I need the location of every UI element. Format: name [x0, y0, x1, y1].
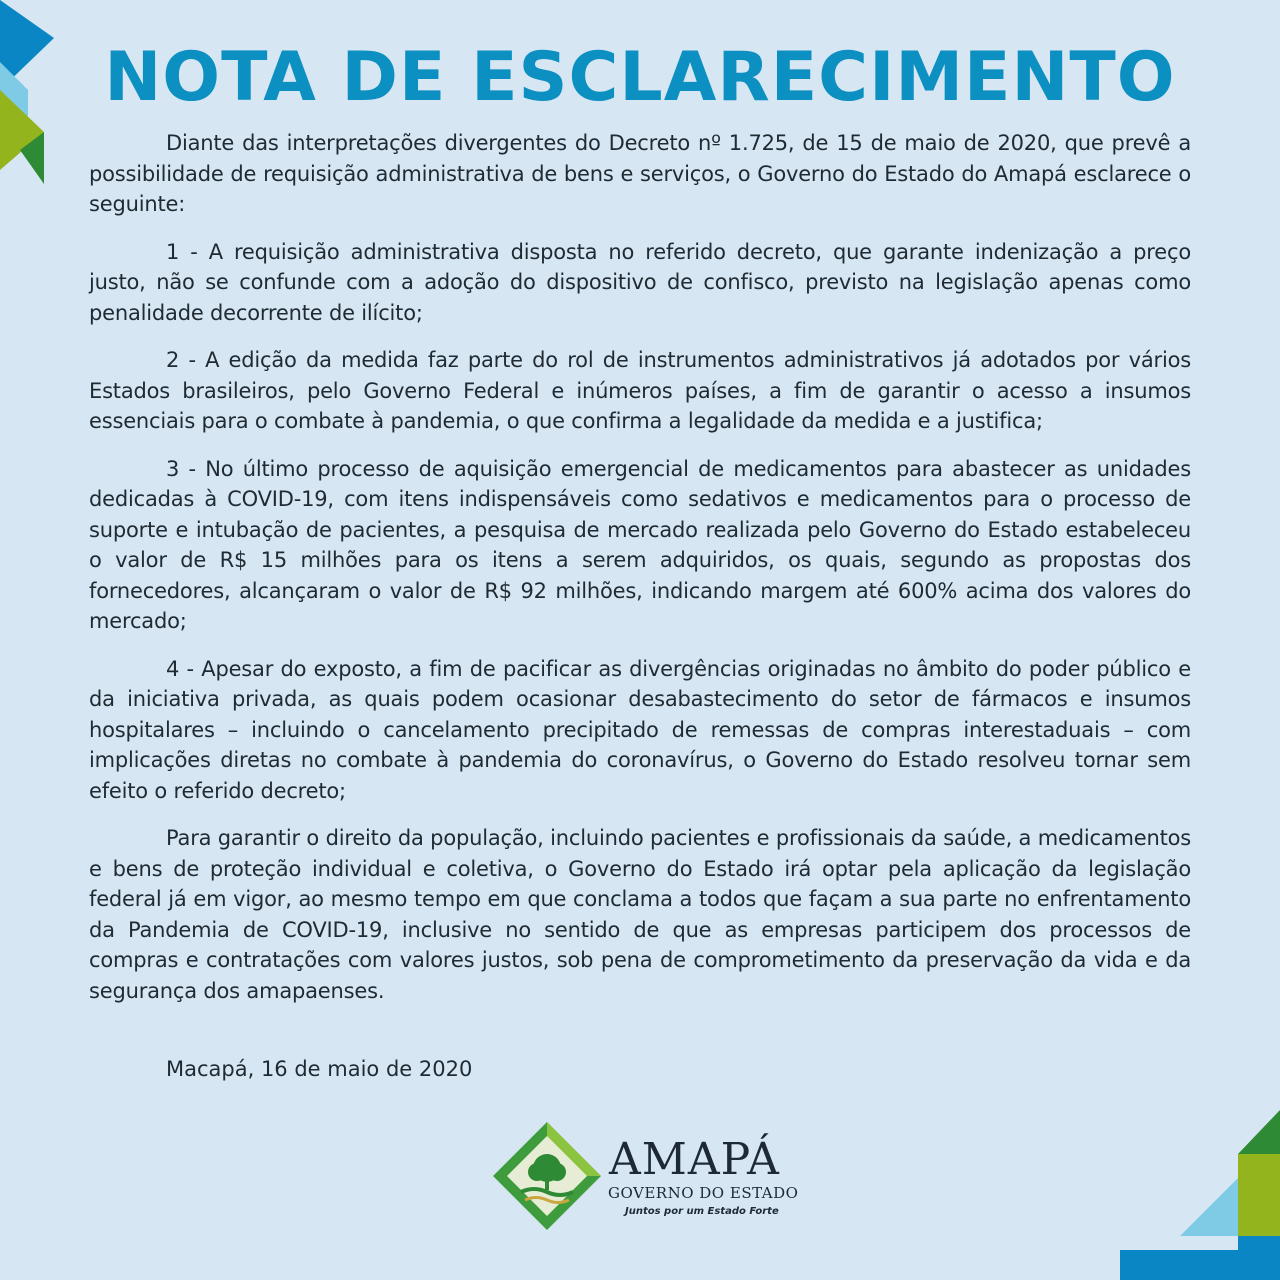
item-3-paragraph: 3 - No último processo de aquisição emergencial de medicamentos para abastecer as unidades dedicadas à COVID-19, com itens indispensáveis como sedativos e medicamentos para o processo de suporte e intubação de pacientes, a pesquisa de mercado realizada pelo Governo do Estado estabeleceu o valor de R$ 15 milhões para os itens a serem adquiridos, os quais, segundo as propostas dos fornecedores, alcançaram o valor de R$ 92 milhões, indicando margem até 600% acima dos valores do mercado; [89, 456, 1191, 633]
amapa-emblem-icon [491, 1120, 603, 1232]
date-signature: Macapá, 16 de maio de 2020 [166, 1057, 473, 1081]
bottom-right-corner-decoration [1120, 1110, 1280, 1280]
item-1-paragraph: 1 - A requisição administrativa disposta no referido decreto, que garante indenização a preço justo, não se confunde com a adoção do dispositivo de confisco, previsto na legislação apenas como penalidade decorrente de ilícito; [89, 239, 1191, 325]
item-2-paragraph: 2 - A edição da medida faz parte do rol de instrumentos administrativos já adotados por vários Estados brasileiros, pelo Governo Federal e inúmeros países, a fim de garantir o acesso a insumos essenciais para o combate à pandemia, o que confirma a legalidade da medida e a justifica; [89, 348, 1191, 433]
document-body [89, 128, 1191, 1023]
closing-paragraph: Para garantir o direito da população, incluindo pacientes e profissionais da saúde, a medicamentos e bens de proteção individual e coletiva, o Governo do Estado irá optar pela aplicação da legislação federal já em vigor, ao mesmo tempo em que conclama a todos que façam a sua parte no enfrentamento da Pandemia de COVID-19, inclusive no sentido de que as empresas participem dos processos de compras e contratações com valores justos, sob pena de comprometimento da preservação da vida e da segurança dos amapaenses. [89, 826, 1191, 1003]
logo-subtitle: GOVERNO DO ESTADO [608, 1184, 799, 1202]
intro-paragraph: Diante das interpretações divergentes do Decreto nº 1.725, de 15 de maio de 2020, que prevê a possibilidade de requisição administrativa de bens e serviços, o Governo do Estado do Amapá esclarece o seguinte: [89, 131, 1191, 216]
page-title: NOTA DE ESCLARECIMENTO [104, 38, 1176, 117]
amapa-logo [491, 1120, 801, 1235]
logo-name: AMAPÁ [609, 1134, 780, 1185]
logo-slogan: Juntos por um Estado Forte [625, 1206, 779, 1217]
item-4-paragraph: 4 - Apesar do exposto, a fim de pacificar as divergências originadas no âmbito do poder público e da iniciativa privada, as quais podem ocasionar desabastecimento do setor de fármacos e insumos hospitalares – incluindo o cancelamento precipitado de remessas de compras interestaduais – com implicações diretas no combate à pandemia do coronavírus, o Governo do Estado resolveu tornar sem efeito o referido decreto; [89, 656, 1191, 803]
